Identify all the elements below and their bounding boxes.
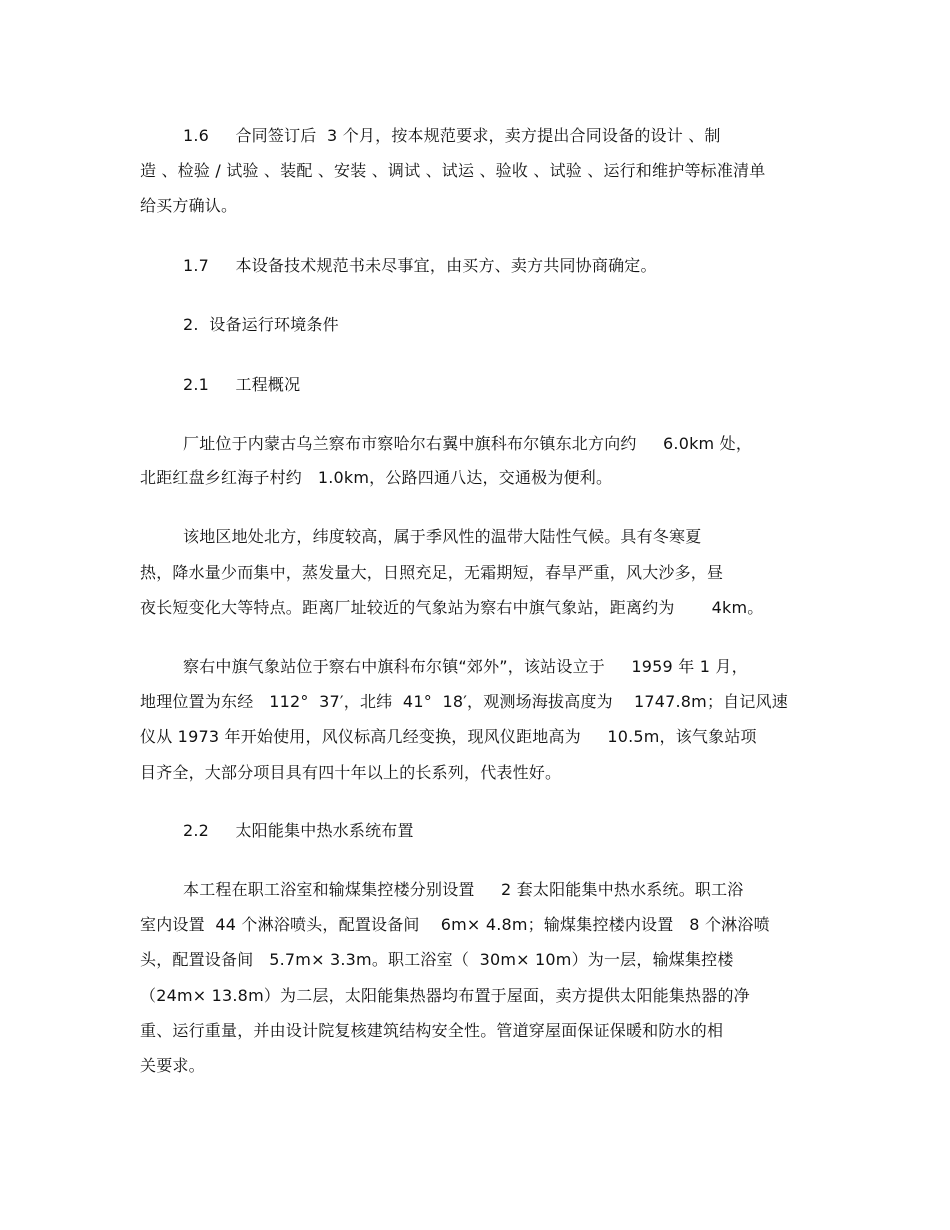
- clause-1-6-line-2: 造 、检验 / 试验 、装配 、安装 、调试 、试运 、验收 、试验 、运行和维护等标准清单: [140, 161, 766, 180]
- station-paragraph-line-2: 地理位置为东经 112° 37′，北纬 41° 18′，观测场海拔高度为 1747.8m；自记风速: [140, 692, 788, 711]
- layout-paragraph-line-5: 重、运行重量，并由设计院复核建筑结构安全性。管道穿屋面保证保暖和防水的相: [140, 1021, 724, 1040]
- climate-paragraph-line-3: 夜长短变化大等特点。距离厂址较近的气象站为察右中旗气象站，距离约为 4km。: [140, 598, 764, 617]
- section-2-1-heading: 2.1 工程概况: [183, 375, 301, 394]
- climate-paragraph-line-2: 热，降水量少而集中，蒸发量大，日照充足，无霜期短，春旱严重，风大沙多，昼: [140, 563, 724, 582]
- layout-paragraph-line-4: （24m× 13.8m）为二层，太阳能集热器均布置于屋面，卖方提供太阳能集热器的净: [140, 986, 750, 1005]
- station-paragraph-line-3: 仪从 1973 年开始使用，风仪标高几经变换，现风仪距地高为 10.5m，该气象站项: [140, 727, 757, 746]
- clause-1-6-line-3: 给买方确认。: [140, 196, 238, 215]
- section-2-2-heading: 2.2 太阳能集中热水系统布置: [183, 821, 414, 840]
- site-paragraph-line-1: 厂址位于内蒙古乌兰察布市察哈尔右翼中旗科布尔镇东北方向约 6.0km 处，: [183, 434, 753, 453]
- layout-paragraph-line-1: 本工程在职工浴室和输煤集控楼分别设置 2 套太阳能集中热水系统。职工浴: [183, 880, 744, 899]
- climate-paragraph-line-1: 该地区地处北方，纬度较高，属于季风性的温带大陆性气候。具有冬寒夏: [183, 527, 702, 546]
- station-paragraph-line-4: 目齐全，大部分项目具有四十年以上的长系列，代表性好。: [140, 763, 562, 782]
- site-paragraph-line-2: 北距红盘乡红海子村约 1.0km，公路四通八达，交通极为便利。: [140, 468, 613, 487]
- clause-1-7: 1.7 本设备技术规范书未尽事宜，由买方、卖方共同协商确定。: [183, 256, 657, 275]
- station-paragraph-line-1: 察右中旗气象站位于察右中旗科布尔镇“郊外”，该站设立于 1959 年 1 月，: [183, 657, 748, 676]
- layout-paragraph-line-6: 关要求。: [140, 1056, 205, 1075]
- section-2-heading: 2. 设备运行环境条件: [183, 315, 339, 334]
- layout-paragraph-line-3: 头，配置设备间 5.7m× 3.3m。职工浴室（ 30m× 10m）为一层，输煤集控楼: [140, 950, 734, 969]
- clause-1-6-line-1: 1.6 合同签订后 3 个月，按本规范要求，卖方提出合同设备的设计 、制: [183, 126, 721, 145]
- layout-paragraph-line-2: 室内设置 44 个淋浴喷头，配置设备间 6m× 4.8m；输煤集控楼内设置 8 个淋浴喷: [140, 915, 770, 934]
